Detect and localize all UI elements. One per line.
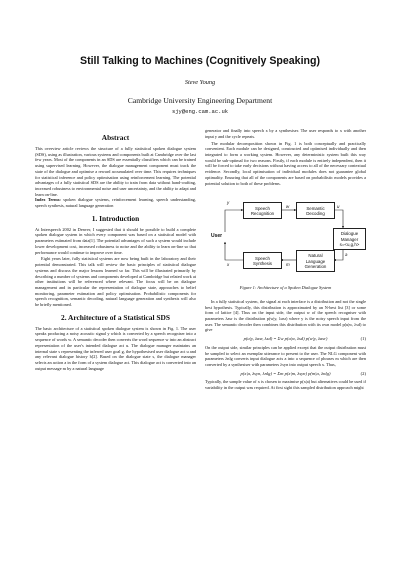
intro-paragraph-1: At Interspeech 2002 in Denver, I suggested that it should be possible to build a complete spoken dialogue system in which every component was based on a statistical model with parameters estimated from data[1]. The potential advantages of such a system would include lower development cost, increased robustness to noise and the ability to learn on-line so that performance would continue to improve over time. — [35, 226, 196, 255]
right-paragraph-1: generator and finally into speech x by a synthesiser. The user responds to x with another input y and the cycle repeats. — [205, 128, 366, 139]
label-m: m — [286, 262, 290, 268]
equation-1-number: (1) — [360, 336, 366, 342]
paper-title: Still Talking to Machines (Cognitively Speaking) — [80, 55, 320, 67]
paper-author: Steve Young — [184, 79, 216, 86]
index-terms-label: Index Terms: — [35, 197, 61, 203]
equation-1-body: p(u|y, λasr, λsd) = Σw p(u|w, λsd) p(w|y, λasr) — [243, 336, 328, 342]
label-u: u — [337, 204, 340, 210]
dialogue-manager-box: Dialogue Manager s=<u,g,h> — [333, 228, 366, 250]
right-paragraph-2: The modular decomposition shown in Fig. 1 is both conceptually and practically convenient. Each module can be designed, constructed and optimised individually and then integrated to form a working system. However, any deterministic system built this way would be sub-optimal for two reasons. Firstly, if each module is entirely independent, then it will be forced to take early decisions without having access to all of the necessary contextual evidence. Secondly, local optimisation of individual modules does not guarantee global optimality. Ensuring that all of the components are based on probabilistic models provides a potential solution to both of these problems. — [205, 140, 366, 186]
right-paragraph-5: Typically, the sample value of x is chosen to maximise p(x|a) but alternatives could be used if variability in the output was required. At first sight this sampled distribution approach might — [205, 379, 366, 391]
label-y: y — [227, 200, 230, 206]
label-x: x — [227, 262, 230, 268]
equation-1 — [205, 336, 366, 342]
index-terms: spoken dialogue systems, reinforcement learning, speech understanding, speech synthesis, natural language generation — [35, 197, 196, 209]
paper-affiliation: Cambridge University Engineering Department — [127, 96, 273, 105]
equation-2-number: (2) — [360, 370, 366, 376]
figure-caption: Figure 1: Architecture of a Spoken Dialogue System — [239, 285, 332, 291]
left-column — [35, 128, 196, 373]
semantic-decoding-box: Semantic Decoding — [296, 202, 335, 219]
section2-paragraph-1: The basic architecture of a statistical spoken dialogue system is shown in Fig. 1. The user speaks producing a noisy acoustic signal y which is converted by a speech recogniser into a sequence of words w. A semantic decoder then converts the word sequence w into an abstract representation of the user's intended dialogue act u. The dialogue manager maintains an internal state s representing the inferred user goal g, the hypothesised user dialogue act u and any relevant dialogue history h[2]. Based on the dialogue state s, the dialogue manager selects an action a in the form of a system dialogue act. This dialogue act is converted into an output message m by a natural language — [35, 325, 196, 371]
nlg-box: Natural Language Generation — [296, 250, 335, 272]
abstract-text: This overview article reviews the structure of a fully statistical spoken dialogue system (SDS), using as illustration, various systems and components built at Cambridge over the last few years. Most of the components in an SDS are essentially classifiers which can be trained using supervised learning. However, the dialogue management component must track the state of the dialogue and optimise a reward accumulated over time. This requires techniques for statistical inference and policy optimisation using reinforcement learning. The potential advantages of a fully statistical SDS are the ability to train from data without hand-crafting, increased robustness to environmental noise and user uncertainty, and the ability to adapt and learn on-line. Index Terms: spoken dialogue systems, reinforcement learning, speech understanding, speech synthesis, natural language generation — [35, 146, 196, 209]
speech-recognition-box: Speech Recognition — [243, 202, 282, 219]
equation-2-body: p(x|a, λsyn, λnlg) = Σm p(x|m, λsyn) p(m|a, λnlg) — [240, 370, 331, 376]
label-a: a — [345, 252, 348, 258]
section2-heading: 2. Architecture of a Statistical SDS — [61, 312, 170, 322]
intro-paragraph-2: Eight years later, fully statistical systems are now being built in the laboratory and their potential demonstrated. This talk will review the basic principles of statistical dialogue systems and discuss the major lessons learned so far. This will be illustrated primarily by describing a number of systems and components developed at Cambridge but related work at other institutions will be referenced where relevant. The focus will be on dialogue management and in particular the representation of dialogue state, approaches to belief monitoring, parameter estimation and policy optimisation. Probabilistic components for speech recognition, semantic decoding, natural language generation and synthesis will also be briefly mentioned. — [35, 256, 196, 308]
speech-synthesis-box: Speech Synthesis — [243, 252, 282, 269]
right-paragraph-3: In a fully statistical system, the signal at each interface is a distribution and not the single best hypothesis. Typically, this distribution is approximated by an N-best list [3] or some form of lattice [4]. Thus on the input side, the output w of the speech recogniser with parameters λasr is the distribution p(w|y, λasr) where y is the noisy speech input from the user. The semantic decoder then combines this distribution with its own model p(u|w, λsd) to give — [205, 298, 366, 333]
right-column — [205, 128, 366, 392]
paper-email[interactable]: sjy@eng.cam.ac.uk — [171, 108, 229, 115]
architecture-diagram — [205, 190, 366, 282]
label-w: w — [286, 204, 290, 210]
intro-heading: 1. Introduction — [91, 213, 140, 223]
equation-2 — [205, 371, 366, 377]
right-paragraph-4: On the output side, similar principles can be applied except that the output distribution must be sampled to select an exemplar utterance to present to the user. The NLG component with parameters λnlg converts input dialogue acts a into a sequence of phrases m which are then converted by a synthesiser with parameters λsyn into output speech x. Thus, — [205, 344, 366, 367]
abstract-heading: Abstract — [101, 133, 130, 142]
user-label: User — [211, 233, 223, 240]
